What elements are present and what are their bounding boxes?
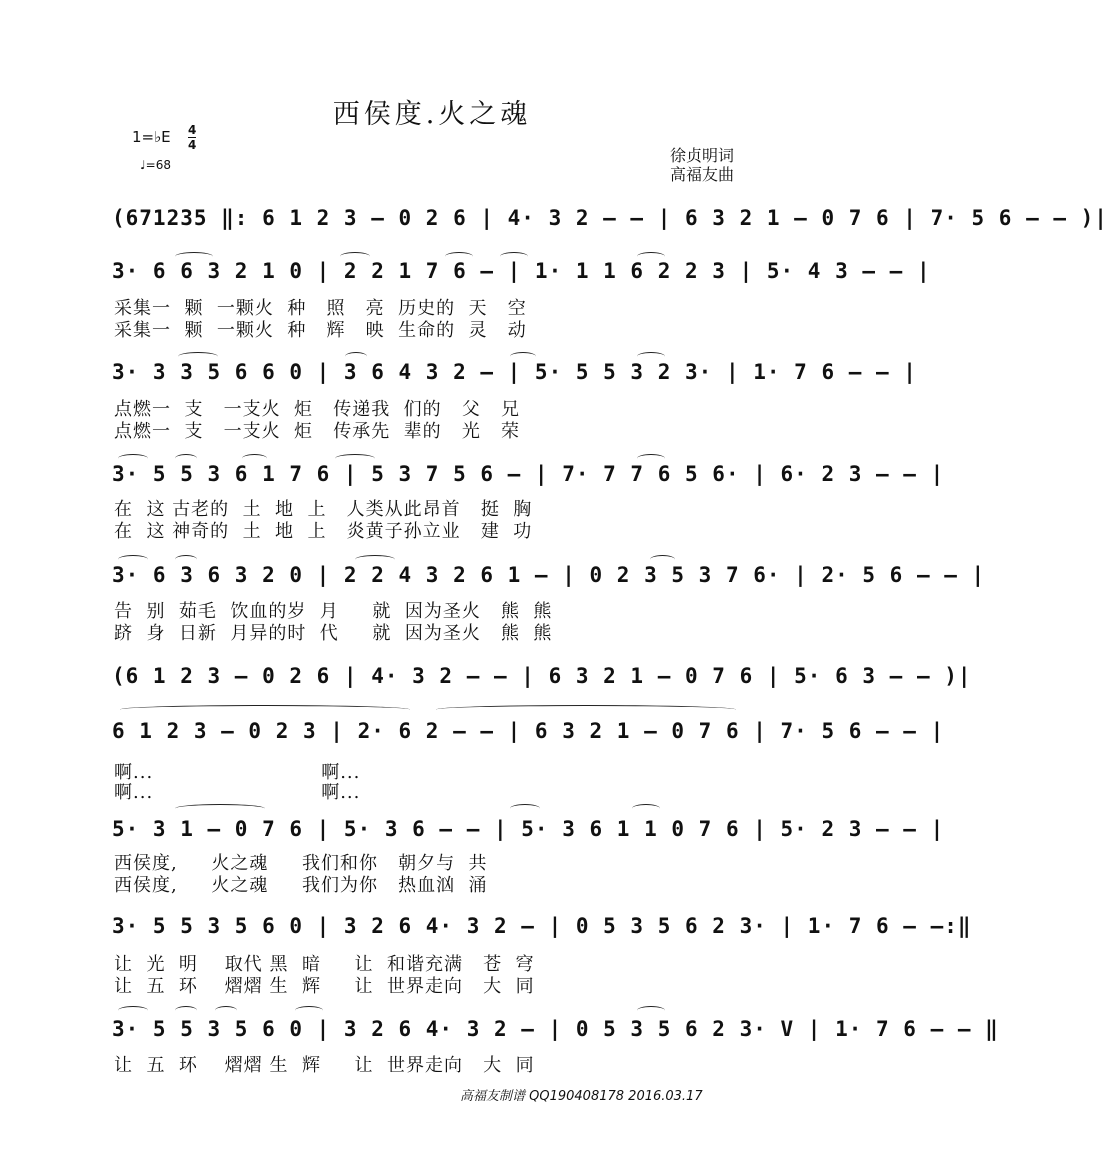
- staff-notes: 5· 3 1 – 0 7 6 | 5· 3 6 – – | 5· 3 6 1 1 0 7 6 | 5· 2 3 – – |: [112, 817, 945, 841]
- slur-mark: [637, 252, 665, 261]
- footer-credit: 高福友制谱 QQ190408178 2016.03.17: [460, 1089, 703, 1104]
- slur-mark: [118, 1006, 148, 1015]
- slur-mark: [445, 252, 473, 261]
- slur-mark: [436, 705, 736, 714]
- lyricist-credit: 徐贞明词: [670, 146, 735, 165]
- staff-notes: 3· 5 5 3 5 6 0 | 3 2 6 4· 3 2 – | 0 5 3 5 6 2 3· V | 1· 7 6 – – ‖: [112, 1017, 999, 1041]
- slur-mark: [295, 1006, 323, 1015]
- time-signature-bottom: 4: [188, 138, 197, 152]
- slur-mark: [175, 1006, 197, 1015]
- slur-mark: [340, 252, 370, 261]
- staff-notes: (6 1 2 3 – 0 2 6 | 4· 3 2 – – | 6 3 2 1 – 0 7 6 | 5· 6 3 – – )|: [112, 664, 972, 688]
- staff-notes: 3· 6 6 3 2 1 0 | 2 2 1 7 6 – | 1· 1 1 6 2 2 3 | 5· 4 3 – – |: [112, 259, 931, 283]
- lyric-line: 让 五 环 熠熠 生 辉 让 世界走向 大 同: [114, 1055, 535, 1076]
- slur-mark: [510, 804, 540, 813]
- slur-mark: [120, 705, 410, 714]
- slur-mark: [175, 804, 265, 813]
- lyric-line: 在 这 古老的 土 地 上 人类从此昂首 挺 胸: [114, 499, 533, 520]
- key-signature: 1=♭E: [132, 128, 171, 146]
- slur-mark: [175, 555, 197, 564]
- slur-mark: [637, 454, 665, 463]
- slur-mark: [345, 352, 367, 361]
- slur-mark: [178, 352, 218, 361]
- staff-notes: 3· 5 5 3 5 6 0 | 3 2 6 4· 3 2 – | 0 5 3 5 6 2 3· | 1· 7 6 – –:‖: [112, 914, 972, 938]
- lyric-line: 西侯度, 火之魂 我们和你 朝夕与 共: [114, 853, 488, 874]
- slur-mark: [118, 555, 148, 564]
- staff-notes: 6 1 2 3 – 0 2 3 | 2· 6 2 – – | 6 3 2 1 – 0 7 6 | 7· 5 6 – – |: [112, 719, 945, 743]
- lyric-line: 让 五 环 熠熠 生 辉 让 世界走向 大 同: [114, 976, 535, 997]
- time-signature-top: 4: [188, 123, 197, 137]
- slur-mark: [118, 454, 148, 463]
- lyric-line: 采集一 颗 一颗火 种 照 亮 历史的 天 空: [114, 298, 527, 319]
- staff-notes: 3· 5 5 3 6 1 7 6 | 5 3 7 5 6 – | 7· 7 7 6 5 6· | 6· 2 3 – – |: [112, 462, 945, 486]
- slur-mark: [510, 352, 536, 361]
- staff-notes: (671235 ‖: 6 1 2 3 – 0 2 6 | 4· 3 2 – – | 6 3 2 1 – 0 7 6 | 7· 5 6 – – )|: [112, 206, 1108, 230]
- lyric-line: 跻 身 日新 月异的时 代 就 因为圣火 熊 熊: [114, 623, 553, 644]
- lyric-line: 在 这 神奇的 土 地 上 炎黄子孙立业 建 功: [114, 521, 533, 542]
- lyric-line: 西侯度, 火之魂 我们为你 热血汹 涌: [114, 875, 488, 896]
- slur-mark: [637, 1006, 665, 1015]
- lyric-line: 啊... 啊...: [114, 782, 361, 803]
- lyric-line: 点燃一 支 一支火 炬 传承先 辈的 光 荣: [114, 421, 520, 442]
- slur-mark: [215, 1006, 237, 1015]
- staff-notes: 3· 6 3 6 3 2 0 | 2 2 4 3 2 6 1 – | 0 2 3 5 3 7 6· | 2· 5 6 – – |: [112, 563, 986, 587]
- lyric-line: 点燃一 支 一支火 炬 传递我 们的 父 兄: [114, 399, 520, 420]
- slur-mark: [500, 252, 528, 261]
- lyric-line: 告 别 茹毛 饮血的岁 月 就 因为圣火 熊 熊: [114, 601, 553, 622]
- lyric-line: 让 光 明 取代 黑 暗 让 和谐充满 苍 穹: [114, 954, 535, 975]
- slur-mark: [650, 555, 675, 564]
- staff-notes: 3· 3 3 5 6 6 0 | 3 6 4 3 2 – | 5· 5 5 3 2 3· | 1· 7 6 – – |: [112, 360, 917, 384]
- slur-mark: [175, 454, 197, 463]
- time-signature: [188, 124, 196, 151]
- slur-mark: [242, 454, 267, 463]
- lyric-line: 采集一 颗 一颗火 种 辉 映 生命的 灵 动: [114, 320, 527, 341]
- song-title: 西侯度.火之魂: [332, 99, 532, 130]
- composer-credit: 高福友曲: [670, 165, 735, 184]
- slur-mark: [335, 454, 375, 463]
- credits: [670, 146, 734, 184]
- slur-mark: [637, 352, 665, 361]
- slur-mark: [632, 804, 660, 813]
- tempo-marking: ♩=68: [140, 158, 171, 172]
- lyric-line: 啊... 啊...: [114, 762, 361, 783]
- slur-mark: [175, 252, 213, 261]
- slur-mark: [355, 555, 395, 564]
